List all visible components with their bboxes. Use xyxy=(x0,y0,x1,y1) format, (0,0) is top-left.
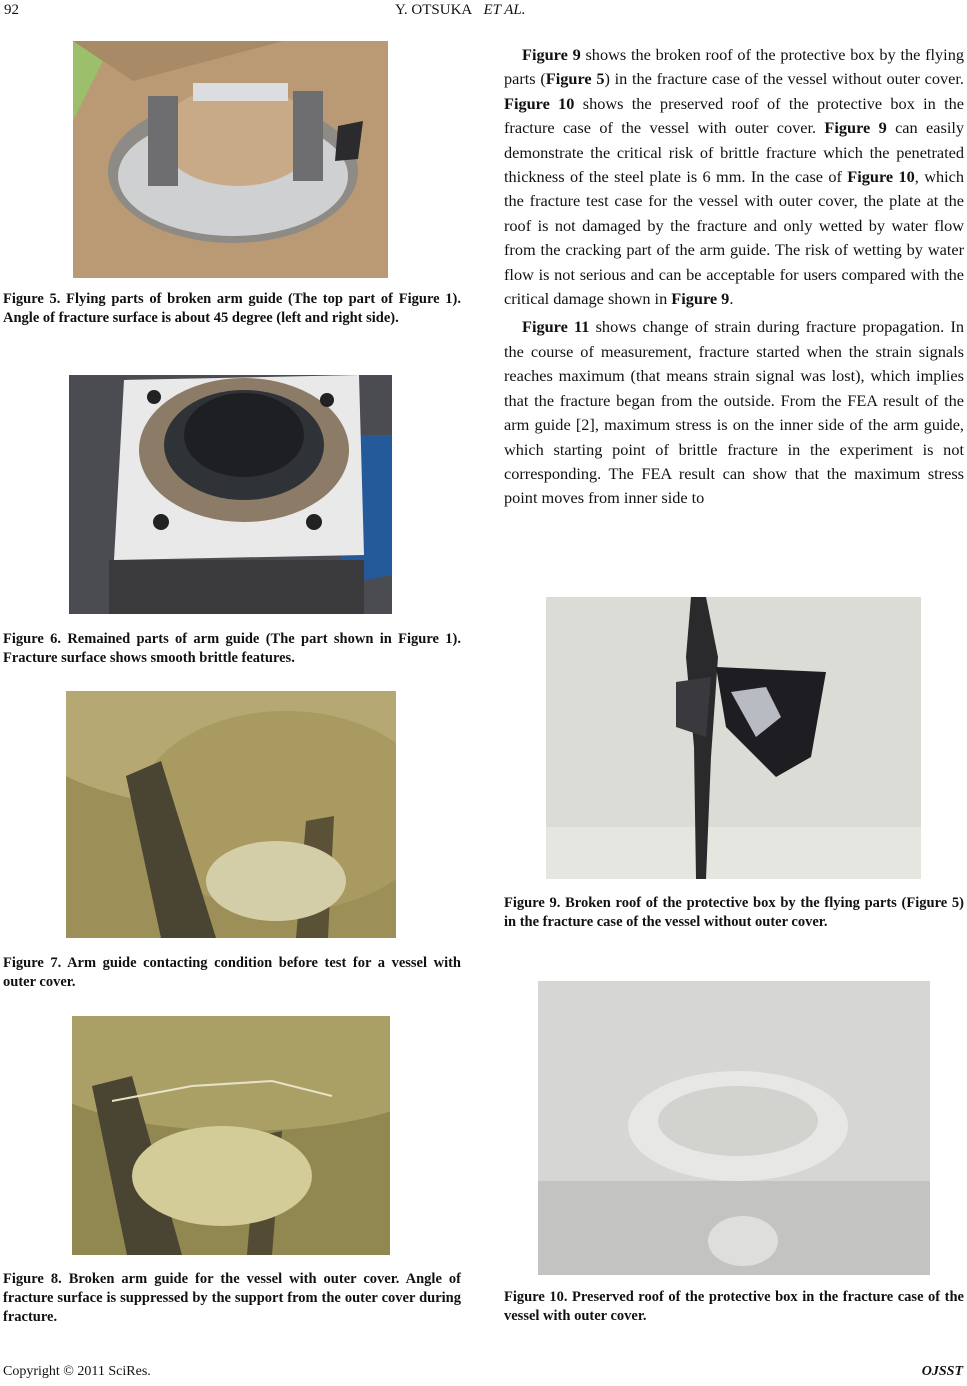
paragraph-1-text: , which the fracture test case for the vessel with outer cover, the plate at the roof is not damaged by the fracture and only wetted by water flow from the cracking part of the arm guide. The risk of wetting by water flow is not serious and can be acceptable for users compared with the critical damage shown in xyxy=(504,167,964,309)
figure-8-caption: Figure 8. Broken arm guide for the vessel with outer cover. Angle of fracture surface is suppressed by the support from the outer cover during fracture. xyxy=(3,1271,461,1325)
running-title-author: Y. OTSUKA xyxy=(395,2,473,18)
paragraph-1-text: . xyxy=(729,289,734,309)
paragraph-1 xyxy=(504,43,964,311)
figure-10-image xyxy=(538,981,930,1275)
running-title xyxy=(395,2,525,19)
figure-8-image xyxy=(72,1016,390,1255)
paragraph-1-text: shows the broken roof of the protective box by the flying parts ( xyxy=(504,45,964,89)
body-text xyxy=(504,43,964,515)
figure-7-caption: Figure 7. Arm guide contacting condition before test for a vessel with outer cover. xyxy=(3,955,461,990)
figure-9-caption: Figure 9. Broken roof of the protective box by the flying parts (Figure 5) in the fracture case of the vessel without outer cover. xyxy=(504,895,964,930)
figure-9-image xyxy=(546,597,921,879)
figure-5-ref: Figure 5 xyxy=(545,69,605,89)
figure-9-ref: Figure 9 xyxy=(522,45,581,64)
figure-10-ref: Figure 10 xyxy=(504,93,575,113)
figure-6-caption: Figure 6. Remained parts of arm guide (The part shown in Figure 1). Fracture surface shows smooth brittle features. xyxy=(3,631,461,666)
figure-9-ref: Figure 9 xyxy=(671,289,730,309)
figure-9-ref: Figure 9 xyxy=(824,118,887,138)
footer-journal: OJSST xyxy=(921,1364,963,1379)
page-number: 92 xyxy=(4,2,19,18)
paragraph-1-text: ) in the fracture case of the vessel without outer cover. xyxy=(604,69,965,89)
figure-10-ref: Figure 10 xyxy=(847,167,915,187)
figure-10-caption: Figure 10. Preserved roof of the protective box in the fracture case of the vessel with outer cover. xyxy=(504,1289,964,1324)
paragraph-2-text: shows change of strain during fracture propagation. In the course of measurement, fracture started when the strain signals reaches maximum (that means strain signal was lost), which implies that the fracture began from the outside. From the FEA result of the arm guide [2], maximum stress is on the inner side of the arm guide, which starting point of brittle fracture in the experiment is not corresponding. The FEA result can show that the maximum stress point moves from inner side to xyxy=(504,317,965,508)
running-title-etal: ET AL. xyxy=(483,2,526,18)
paragraph-1-text: can easily demonstrate the critical risk of brittle fracture which the penetrated thickness of the steel plate is 6 mm. In the case of xyxy=(504,118,965,187)
paragraph-2 xyxy=(504,315,964,510)
figure-5-caption: Figure 5. Flying parts of broken arm guide (The top part of Figure 1). Angle of fracture surface is about 45 degree (left and right side). xyxy=(3,291,461,326)
figure-5-image xyxy=(73,41,388,278)
figure-7-image xyxy=(66,691,396,938)
figure-11-ref: Figure 11 xyxy=(522,317,590,337)
footer-copyright: Copyright © 2011 SciRes. xyxy=(3,1364,151,1379)
figure-6-image xyxy=(69,375,392,614)
paragraph-1-text: shows the preserved roof of the protective box in the fracture case of the vessel with outer cover. xyxy=(504,93,964,138)
